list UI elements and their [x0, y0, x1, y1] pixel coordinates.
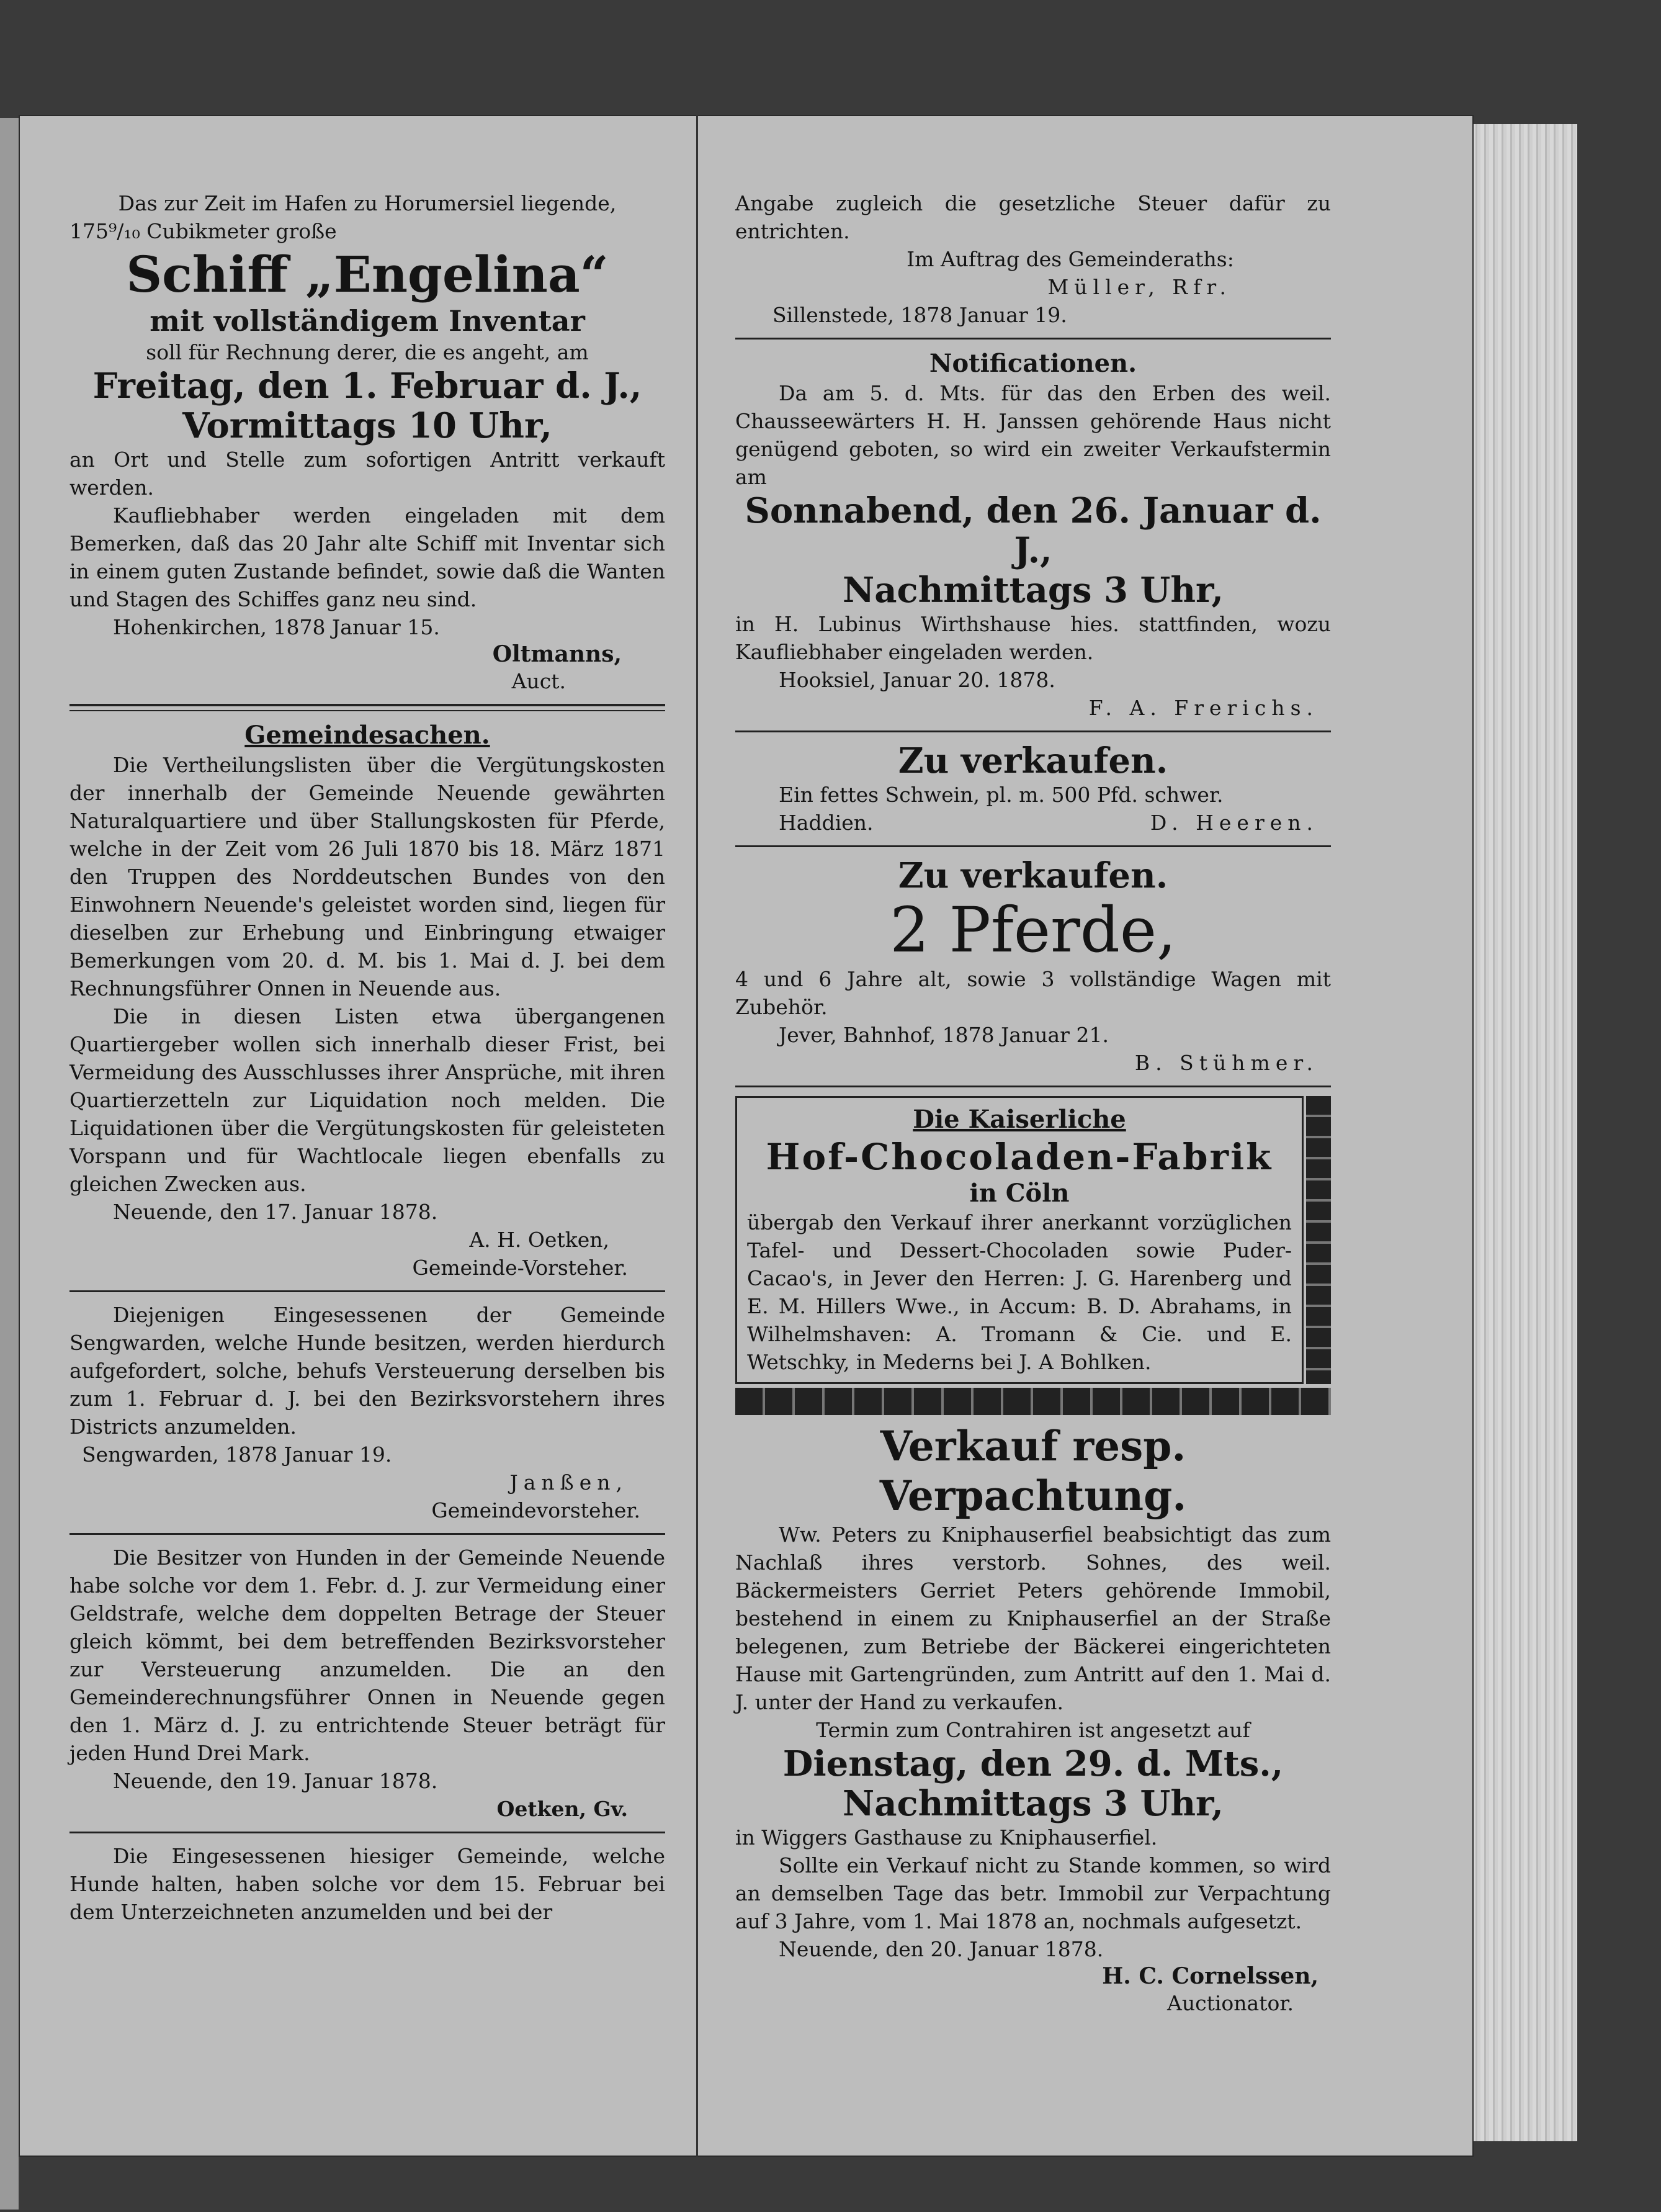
ad-footer	[735, 809, 1331, 837]
ad-intro-line-2: 175⁹/₁₀ Cubikmeter große	[69, 219, 337, 243]
ad-paragraph: Ww. Peters zu Kniphauserfiel beabsichtigt das zum Nachlaß ihres verstorb. Sohnes, des weil. Bäckermeisters Gerriet Peters gehörende Immobil, bestehend in einem zu Kniphauserfiel an der Straße belegenen, zum Betriebe der Bäckerei eingerichteten Hause mit Gartengründen, zum Antritt auf den 1. Mai d. J. unter der Hand zu verkaufen.	[735, 1522, 1331, 1714]
notice-line: Im Auftrag des Gemeinderaths:	[907, 247, 1234, 271]
ad-title: Schiff „Engelina“	[126, 245, 609, 303]
notice-continuation	[735, 189, 1331, 329]
notice-place-date: Neuende, den 17. Januar 1878.	[113, 1200, 438, 1224]
notice-signature: Janßen,	[509, 1470, 628, 1495]
ad-horses	[735, 856, 1331, 1077]
ad-body: an Ort und Stelle zum sofortigen Antritt verkauft werden.	[69, 447, 665, 500]
section-rule	[69, 704, 665, 711]
section-rule	[69, 1533, 665, 1535]
ad-frame	[735, 1096, 1304, 1384]
ad-pig	[735, 741, 1331, 837]
notice-signature: F. A. Frerichs.	[1088, 696, 1319, 720]
notice-title: Gemeindesachen.	[244, 721, 490, 750]
ad-company-name: Hof-Chocoladen-Fabrik	[766, 1136, 1273, 1178]
notice-paragraph-1: Die Vertheilungslisten über die Vergütungskosten der innerhalb der Gemeinde Neuende gewährten Naturalquartiere und über Stallungskosten für Pferde, welche in der Zeit vom 26 Juli 1870 bis 18. März 1871 den Truppen des Norddeutschen Bundes von den Einwohnern Neuende's geleistet worden sind, liegen für dieselben zur Erhebung und Einbringung etwaiger Bemerkungen vom 20. d. M. bis 1. Mai d. J. bei dem Rechnungsführer Onnen in Neuende aus.	[69, 753, 665, 1000]
decorative-border	[1306, 1096, 1331, 1384]
notice-signature: A. H. Oetken,	[469, 1228, 609, 1252]
ad-time: Nachmittags 3 Uhr,	[843, 1783, 1224, 1824]
notice-date: Sonnabend, den 26. Januar d. J.,	[745, 490, 1322, 571]
notice-paragraph-2: in H. Lubinus Wirthshause hies. stattfinden, wozu Kaufliebhaber eingeladen werden.	[735, 612, 1331, 664]
ad-line: Termin zum Contrahiren ist angesetzt auf	[816, 1718, 1250, 1742]
notice-dogs-continued	[69, 1842, 665, 1926]
ad-signature: Oltmanns,	[492, 641, 622, 667]
notice-paragraph: Da am 5. d. Mts. für das den Erben des weil. Chausseewärters H. H. Janssen gehörende Haus nicht genügend geboten, so wird ein zweiter Verkaufstermin am	[735, 381, 1331, 489]
ad-chocolate-factory	[735, 1096, 1331, 1384]
ad-title: Zu verkaufen.	[898, 855, 1168, 896]
ad-paragraph: Ein fettes Schwein, pl. m. 500 Pfd. schwer.	[779, 783, 1224, 807]
ad-ship-engelina	[69, 189, 665, 695]
newspaper-page	[19, 115, 1474, 2157]
ad-line: soll für Rechnung derer, die es angeht, am	[146, 340, 589, 364]
ad-title: Verkauf resp. Verpachtung.	[879, 1422, 1187, 1520]
adjacent-page-edge	[0, 118, 19, 2210]
section-rule	[735, 1086, 1331, 1087]
ad-role: Auctionator.	[1167, 1991, 1294, 2015]
section-rule	[735, 731, 1331, 732]
notice-place-date: Sengwarden, 1878 Januar 19.	[82, 1442, 392, 1467]
ad-place-date: Hohenkirchen, 1878 Januar 15.	[113, 615, 440, 639]
ad-title: Zu verkaufen.	[898, 740, 1168, 781]
ad-place-date: Jever, Bahnhof, 1878 Januar 21.	[779, 1023, 1109, 1047]
notice-title: Notificationen.	[929, 349, 1137, 378]
notice-role: Gemeinde-Vorsteher.	[412, 1256, 628, 1280]
ad-signature: D. Heeren.	[1150, 811, 1319, 835]
ad-paragraph: übergab den Verkauf ihrer anerkannt vorzüglichen Tafel- und Dessert-Chocoladen sowie Puder-Cacao's, in Jever den Herren: J. G. Harenberg und E. M. Hillers Wwe., in Accum: B. D. Abrahams, in Wilhelmshaven: A. Tromann & Cie. und E. Wetschky, in Mederns bei J. A Bohlken.	[747, 1210, 1292, 1374]
notice-paragraph-2: Die in diesen Listen etwa übergangenen Quartiergeber wollen sich innerhalb dieser Frist, bei Vermeidung des Ausschlusses ihrer Ansprüche, mit ihren Quartierzetteln zur Liquidation noch melden. Die Liquidationen über die Vergütungskosten für geleisteten Vorspann und für Wachtlocale liegen ebenfalls zu gleichen Zwecken aus.	[69, 1004, 665, 1196]
notice-notificationen	[735, 348, 1331, 722]
ad-signature: H. C. Cornelssen,	[1102, 1963, 1319, 1989]
ad-subtitle: mit vollständigem Inventar	[150, 304, 585, 338]
notice-paragraph: Diejenigen Eingesessenen der Gemeinde Sengwarden, welche Hunde besitzen, werden hierdurch aufgefordert, solche, behufs Versteuerung derselben bis zum 1. Februar d. J. bei den Bezirksvorstehern ihres Districts anzumelden.	[69, 1303, 665, 1439]
ad-paragraph-2: in Wiggers Gasthause zu Kniphauserfiel.	[735, 1825, 1158, 1850]
notice-sengwarden	[69, 1301, 665, 1524]
ad-sale-lease	[735, 1421, 1331, 2017]
ad-place-date: Neuende, den 20. Januar 1878.	[779, 1937, 1104, 1961]
left-column	[69, 189, 665, 1926]
ad-paragraph: 4 und 6 Jahre alt, sowie 3 vollständige Wagen mit Zubehör.	[735, 967, 1331, 1019]
right-column	[735, 189, 1331, 2017]
notice-time: Nachmittags 3 Uhr,	[843, 570, 1224, 611]
ad-title: Die Kaiserliche	[913, 1105, 1126, 1134]
notice-paragraph: Die Besitzer von Hunden in der Gemeinde Neuende habe solche vor dem 1. Febr. d. J. zur Vermeidung einer Geldstrafe, welche dem doppelten Betrage der Steuer gleich kömmt, bei dem betreffenden Bezirksvorsteher zur Versteuerung anzumelden. Die an den Gemeinderechnungsführer Onnen in Neuende gegen den 1. März d. J. zu entrichtende Steuer beträgt für jeden Hund Drei Mark.	[69, 1545, 665, 1765]
section-rule	[735, 845, 1331, 847]
notice-gemeindesachen	[69, 720, 665, 1282]
column-divider	[696, 115, 698, 2157]
ad-big-title: 2 Pferde,	[890, 894, 1176, 966]
notice-place-date: Sillenstede, 1878 Januar 19.	[772, 303, 1067, 327]
notice-role: Gemeindevorsteher.	[431, 1498, 640, 1522]
section-rule	[69, 1832, 665, 1833]
ad-city: in Cöln	[969, 1179, 1070, 1208]
decorative-border	[735, 1388, 1331, 1415]
ad-intro-line-1: Das zur Zeit im Hafen zu Horumersiel liegende,	[118, 191, 617, 215]
ad-body-2: Kaufliebhaber werden eingeladen mit dem Bemerken, daß das 20 Jahr alte Schiff mit Inventar sich in einem guten Zustande befindet, sowie daß die Wanten und Stagen des Schiffes ganz neu sind.	[69, 503, 665, 611]
ad-date: Dienstag, den 29. d. Mts.,	[782, 1743, 1284, 1784]
ad-place: Haddien.	[779, 811, 874, 835]
section-rule	[69, 1290, 665, 1292]
notice-signature: Oetken, Gv.	[496, 1797, 628, 1821]
notice-paragraph: Die Eingesessenen hiesiger Gemeinde, welche Hunde halten, haben solche vor dem 15. Februar bei dem Unterzeichneten anzumelden und bei der	[69, 1844, 665, 1924]
ad-time: Vormittags 10 Uhr,	[182, 405, 552, 446]
section-rule	[735, 338, 1331, 339]
book-page-stack	[1472, 124, 1577, 2141]
notice-signature: Müller, Rfr.	[1047, 275, 1232, 299]
ad-role: Auct.	[511, 669, 566, 693]
notice-dogs-neuende	[69, 1544, 665, 1823]
notice-place-date: Neuende, den 19. Januar 1878.	[113, 1769, 438, 1793]
ad-date: Freitag, den 1. Februar d. J.,	[92, 366, 642, 407]
notice-paragraph: Angabe zugleich die gesetzliche Steuer dafür zu entrichten.	[735, 191, 1331, 243]
notice-place-date: Hooksiel, Januar 20. 1878.	[779, 668, 1055, 692]
ad-paragraph-3: Sollte ein Verkauf nicht zu Stande kommen, so wird an demselben Tage das betr. Immobil zur Verpachtung auf 3 Jahre, vom 1. Mai 1878 an, nochmals aufgesetzt.	[735, 1853, 1331, 1933]
ad-signature: B. Stühmer.	[1134, 1051, 1319, 1075]
